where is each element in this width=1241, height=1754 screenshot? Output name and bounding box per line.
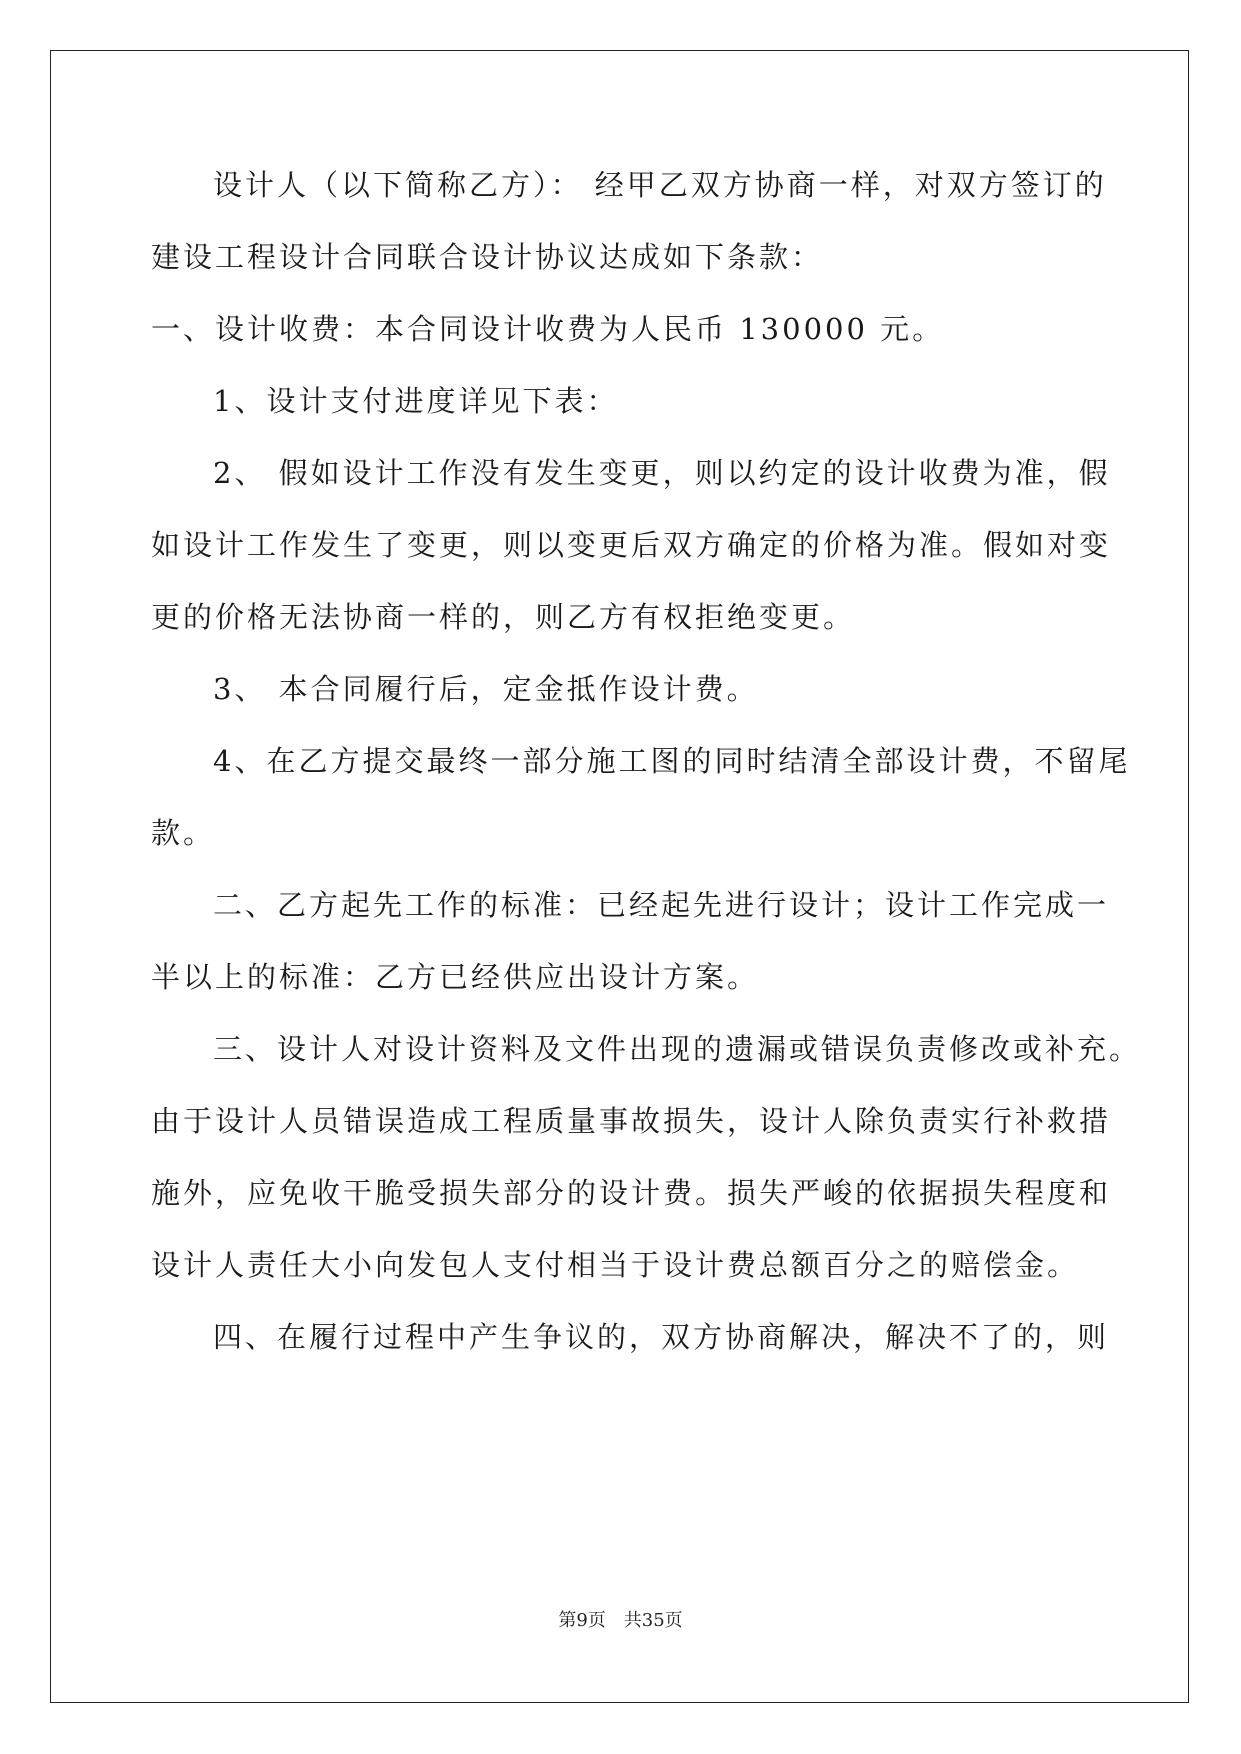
paragraph-line: 一、设计收费：本合同设计收费为人民币 130000 元。 [151, 312, 945, 346]
paragraph-line: 由于设计人员错误造成工程质量事故损失，设计人除负责实行补救措 [151, 1104, 1112, 1138]
paragraph-line: 二、乙方起先工作的标准：已经起先进行设计；设计工作完成一 [213, 888, 1110, 922]
paragraph-line: 如设计工作发生了变更，则以变更后双方确定的价格为准。假如对变 [151, 528, 1112, 562]
paragraph-line: 建设工程设计合同联合设计协议达成如下条款： [151, 240, 824, 274]
paragraph-line: 三、设计人对设计资料及文件出现的遗漏或错误负责修改或补充。 [213, 1032, 1142, 1066]
current-page-number: 9 [576, 1610, 588, 1631]
footer-prefix: 第 [558, 1610, 577, 1631]
page-footer [0, 1606, 1241, 1632]
paragraph-line: 3、 本合同履行后，定金抵作设计费。 [213, 672, 759, 706]
paragraph-line: 1、设计支付进度详见下表： [213, 384, 619, 418]
paragraph-line: 4、在乙方提交最终一部分施工图的同时结清全部设计费，不留尾 [213, 744, 1131, 778]
page-border [50, 50, 1189, 1703]
paragraph-line: 2、 假如设计工作没有发生变更，则以约定的设计收费为准，假 [213, 456, 1111, 490]
total-page-count: 35 [641, 1610, 665, 1631]
paragraph-line: 施外，应免收干脆受损失部分的设计费。损失严峻的依据损失程度和 [151, 1176, 1112, 1210]
paragraph-line: 设计人责任大小向发包人支付相当于设计费总额百分之的赔偿金。 [151, 1248, 1080, 1282]
paragraph-line: 更的价格无法协商一样的，则乙方有权拒绝变更。 [151, 600, 856, 634]
paragraph-line: 设计人（以下简称乙方）： 经甲乙双方协商一样，对双方签订的 [213, 168, 1107, 202]
footer-mid: 页 共 [587, 1610, 642, 1631]
footer-suffix: 页 [664, 1610, 683, 1631]
paragraph-line: 四、在履行过程中产生争议的，双方协商解决，解决不了的，则 [213, 1320, 1110, 1354]
paragraph-line: 半以上的标准：乙方已经供应出设计方案。 [151, 960, 760, 994]
paragraph-line: 款。 [151, 816, 216, 850]
